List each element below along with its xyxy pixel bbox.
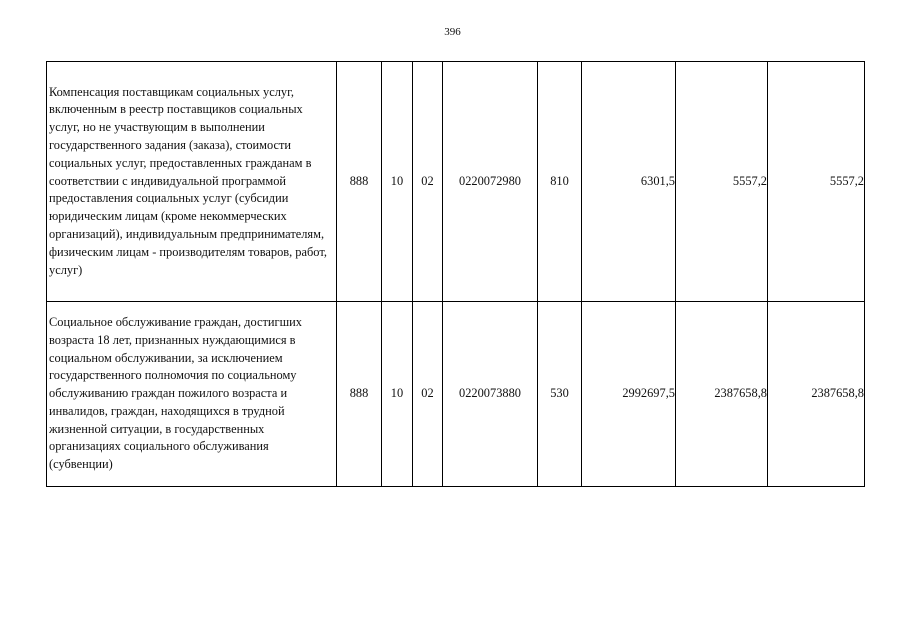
table-row bbox=[47, 302, 865, 487]
page-number: 396 bbox=[444, 26, 461, 38]
row-description: Компенсация поставщикам социальных услуг, включенным в реестр поставщиков социальных услуг, но не участвующим в выполнении государственного задания (заказа), стоимости социальных услуг, предоставленных гражданам в соответствии с индивидуальной программой предоставления социальных услуг (субсидии юридическим лицам (кроме некоммерческих организаций), индивидуальным предпринимателям, физическим лицам - производителям товаров, работ, услуг) bbox=[47, 62, 337, 302]
amount-year-1: 2992697,5 bbox=[582, 302, 676, 487]
amount-year-3: 2387658,8 bbox=[768, 302, 865, 487]
ministry-code: 888 bbox=[337, 302, 382, 487]
amount-year-3: 5557,2 bbox=[768, 62, 865, 302]
expense-type-code: 810 bbox=[538, 62, 582, 302]
subsection-code: 02 bbox=[413, 302, 443, 487]
budget-table bbox=[46, 61, 865, 487]
section-code: 10 bbox=[382, 302, 413, 487]
target-article-code: 0220073880 bbox=[443, 302, 538, 487]
row-description: Социальное обслуживание граждан, достигших возраста 18 лет, признанных нуждающимися в социальном обслуживании, за исключением государственного полномочия по социальному обслуживанию граждан пожилого возраста и инвалидов, граждан, находящихся в трудной жизненной ситуации, в государственных организациях социального обслуживания (субвенции) bbox=[47, 302, 337, 487]
table-row bbox=[47, 62, 865, 302]
target-article-code: 0220072980 bbox=[443, 62, 538, 302]
ministry-code: 888 bbox=[337, 62, 382, 302]
amount-year-2: 2387658,8 bbox=[676, 302, 768, 487]
amount-year-1: 6301,5 bbox=[582, 62, 676, 302]
expense-type-code: 530 bbox=[538, 302, 582, 487]
subsection-code: 02 bbox=[413, 62, 443, 302]
section-code: 10 bbox=[382, 62, 413, 302]
amount-year-2: 5557,2 bbox=[676, 62, 768, 302]
